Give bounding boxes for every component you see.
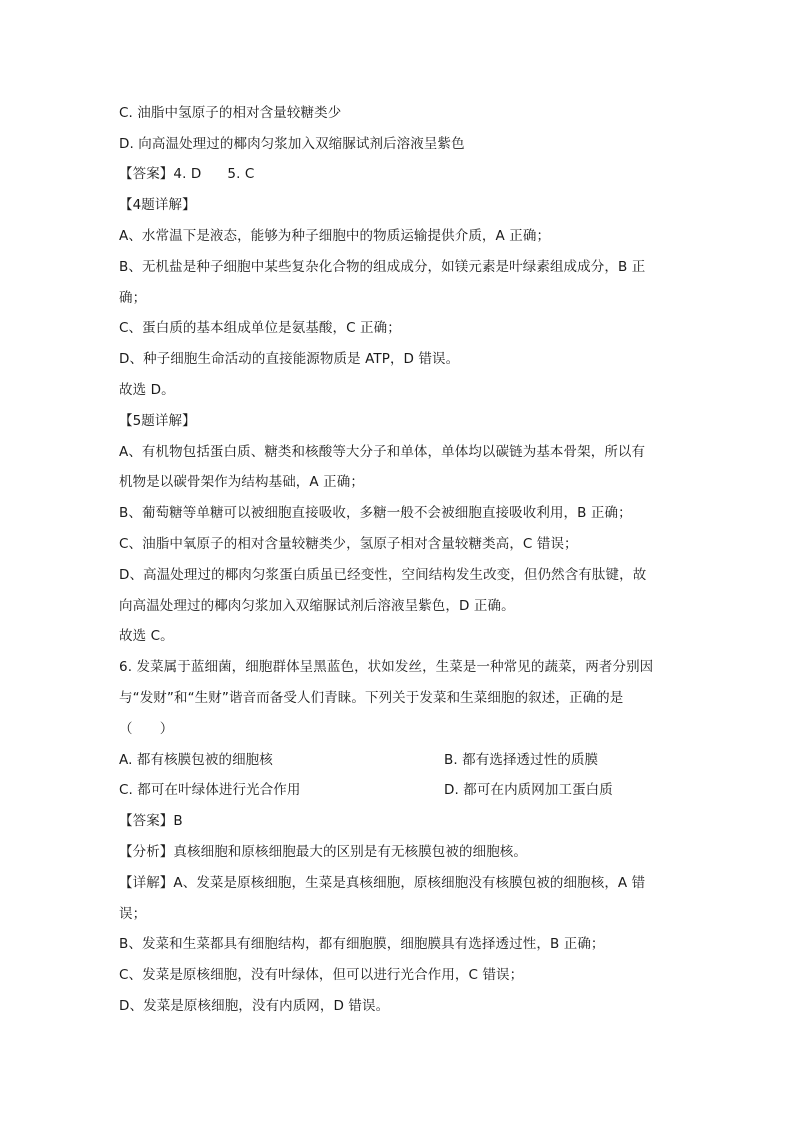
q5-explanation-d-cont: 向高温处理过的椰肉匀浆加入双缩脲试剂后溶液呈紫色，D 正确。 bbox=[119, 598, 515, 614]
q6-option-c: C. 都可在叶绿体进行光合作用 bbox=[119, 782, 301, 798]
q5-explanation-a: A、有机物包括蛋白质、糖类和核酸等大分子和单体，单体均以碳链为基本骨架，所以有 bbox=[119, 444, 646, 460]
q6-detail-a: 【详解】A、发菜是原核细胞，生菜是真核细胞，原核细胞没有核膜包被的细胞核，A 错 bbox=[119, 875, 646, 891]
option-d-text: D. 向高温处理过的椰肉匀浆加入双缩脲试剂后溶液呈紫色 bbox=[119, 136, 465, 152]
answer-line bbox=[119, 164, 254, 184]
q5-explanation-b: B、葡萄糖等单糖可以被细胞直接吸收，多糖一般不会被细胞直接吸收利用，B 正确； bbox=[119, 505, 632, 521]
q5-conclusion: 故选 C。 bbox=[119, 628, 174, 644]
q5-detail-heading: 【5题详解】 bbox=[119, 413, 196, 429]
q6-answer: 【答案】B bbox=[119, 813, 183, 829]
question-6-stem: 6. 发菜属于蓝细菌，细胞群体呈黑蓝色，状如发丝，生菜是一种常见的蔬菜，两者分别因 bbox=[119, 659, 654, 675]
q4-explanation-b-cont: 确； bbox=[119, 290, 147, 306]
option-c-text: C. 油脂中氢原子的相对含量较糖类少 bbox=[119, 105, 342, 121]
q6-option-b: B. 都有选择透过性的质膜 bbox=[444, 752, 599, 768]
q6-option-a: A. 都有核膜包被的细胞核 bbox=[119, 752, 273, 768]
q4-explanation-c: C、蛋白质的基本组成单位是氨基酸，C 正确； bbox=[119, 320, 401, 336]
q6-detail-a-cont: 误； bbox=[119, 906, 147, 922]
q6-option-d: D. 都可在内质网加工蛋白质 bbox=[444, 782, 613, 798]
q5-explanation-c: C、油脂中氧原子的相对含量较糖类少，氢原子相对含量较糖类高，C 错误； bbox=[119, 536, 578, 552]
answer-5: 5. C bbox=[227, 166, 255, 182]
question-6-stem-cont: 与“发财”和“生财”谐音而备受人们青睐。下列关于发菜和生菜细胞的叙述，正确的是 bbox=[119, 690, 624, 706]
q4-explanation-d: D、种子细胞生命活动的直接能源物质是 ATP，D 错误。 bbox=[119, 351, 460, 367]
q6-analysis: 【分析】真核细胞和原核细胞最大的区别是有无核膜包被的细胞核。 bbox=[119, 844, 527, 860]
q5-explanation-a-cont: 机物是以碳骨架作为结构基础，A 正确； bbox=[119, 474, 364, 490]
q5-explanation-d: D、高温处理过的椰肉匀浆蛋白质虽已经变性，空间结构发生改变，但仍然含有肽键，故 bbox=[119, 567, 647, 583]
q4-detail-heading: 【4题详解】 bbox=[119, 197, 196, 213]
q4-explanation-b: B、无机盐是种子细胞中某些复杂化合物的组成成分，如镁元素是叶绿素组成成分，B 正 bbox=[119, 259, 646, 275]
q4-conclusion: 故选 D。 bbox=[119, 382, 175, 398]
question-6-blank: （ ） bbox=[119, 721, 174, 737]
q6-detail-d: D、发菜是原核细胞，没有内质网，D 错误。 bbox=[119, 998, 390, 1014]
q6-detail-c: C、发菜是原核细胞，没有叶绿体，但可以进行光合作用，C 错误； bbox=[119, 967, 524, 983]
answer-4: 【答案】4. D bbox=[119, 166, 202, 182]
q4-explanation-a: A、水常温下是液态，能够为种子细胞中的物质运输提供介质，A 正确； bbox=[119, 228, 551, 244]
q6-detail-b: B、发菜和生菜都具有细胞结构，都有细胞膜，细胞膜具有选择透过性，B 正确； bbox=[119, 936, 605, 952]
